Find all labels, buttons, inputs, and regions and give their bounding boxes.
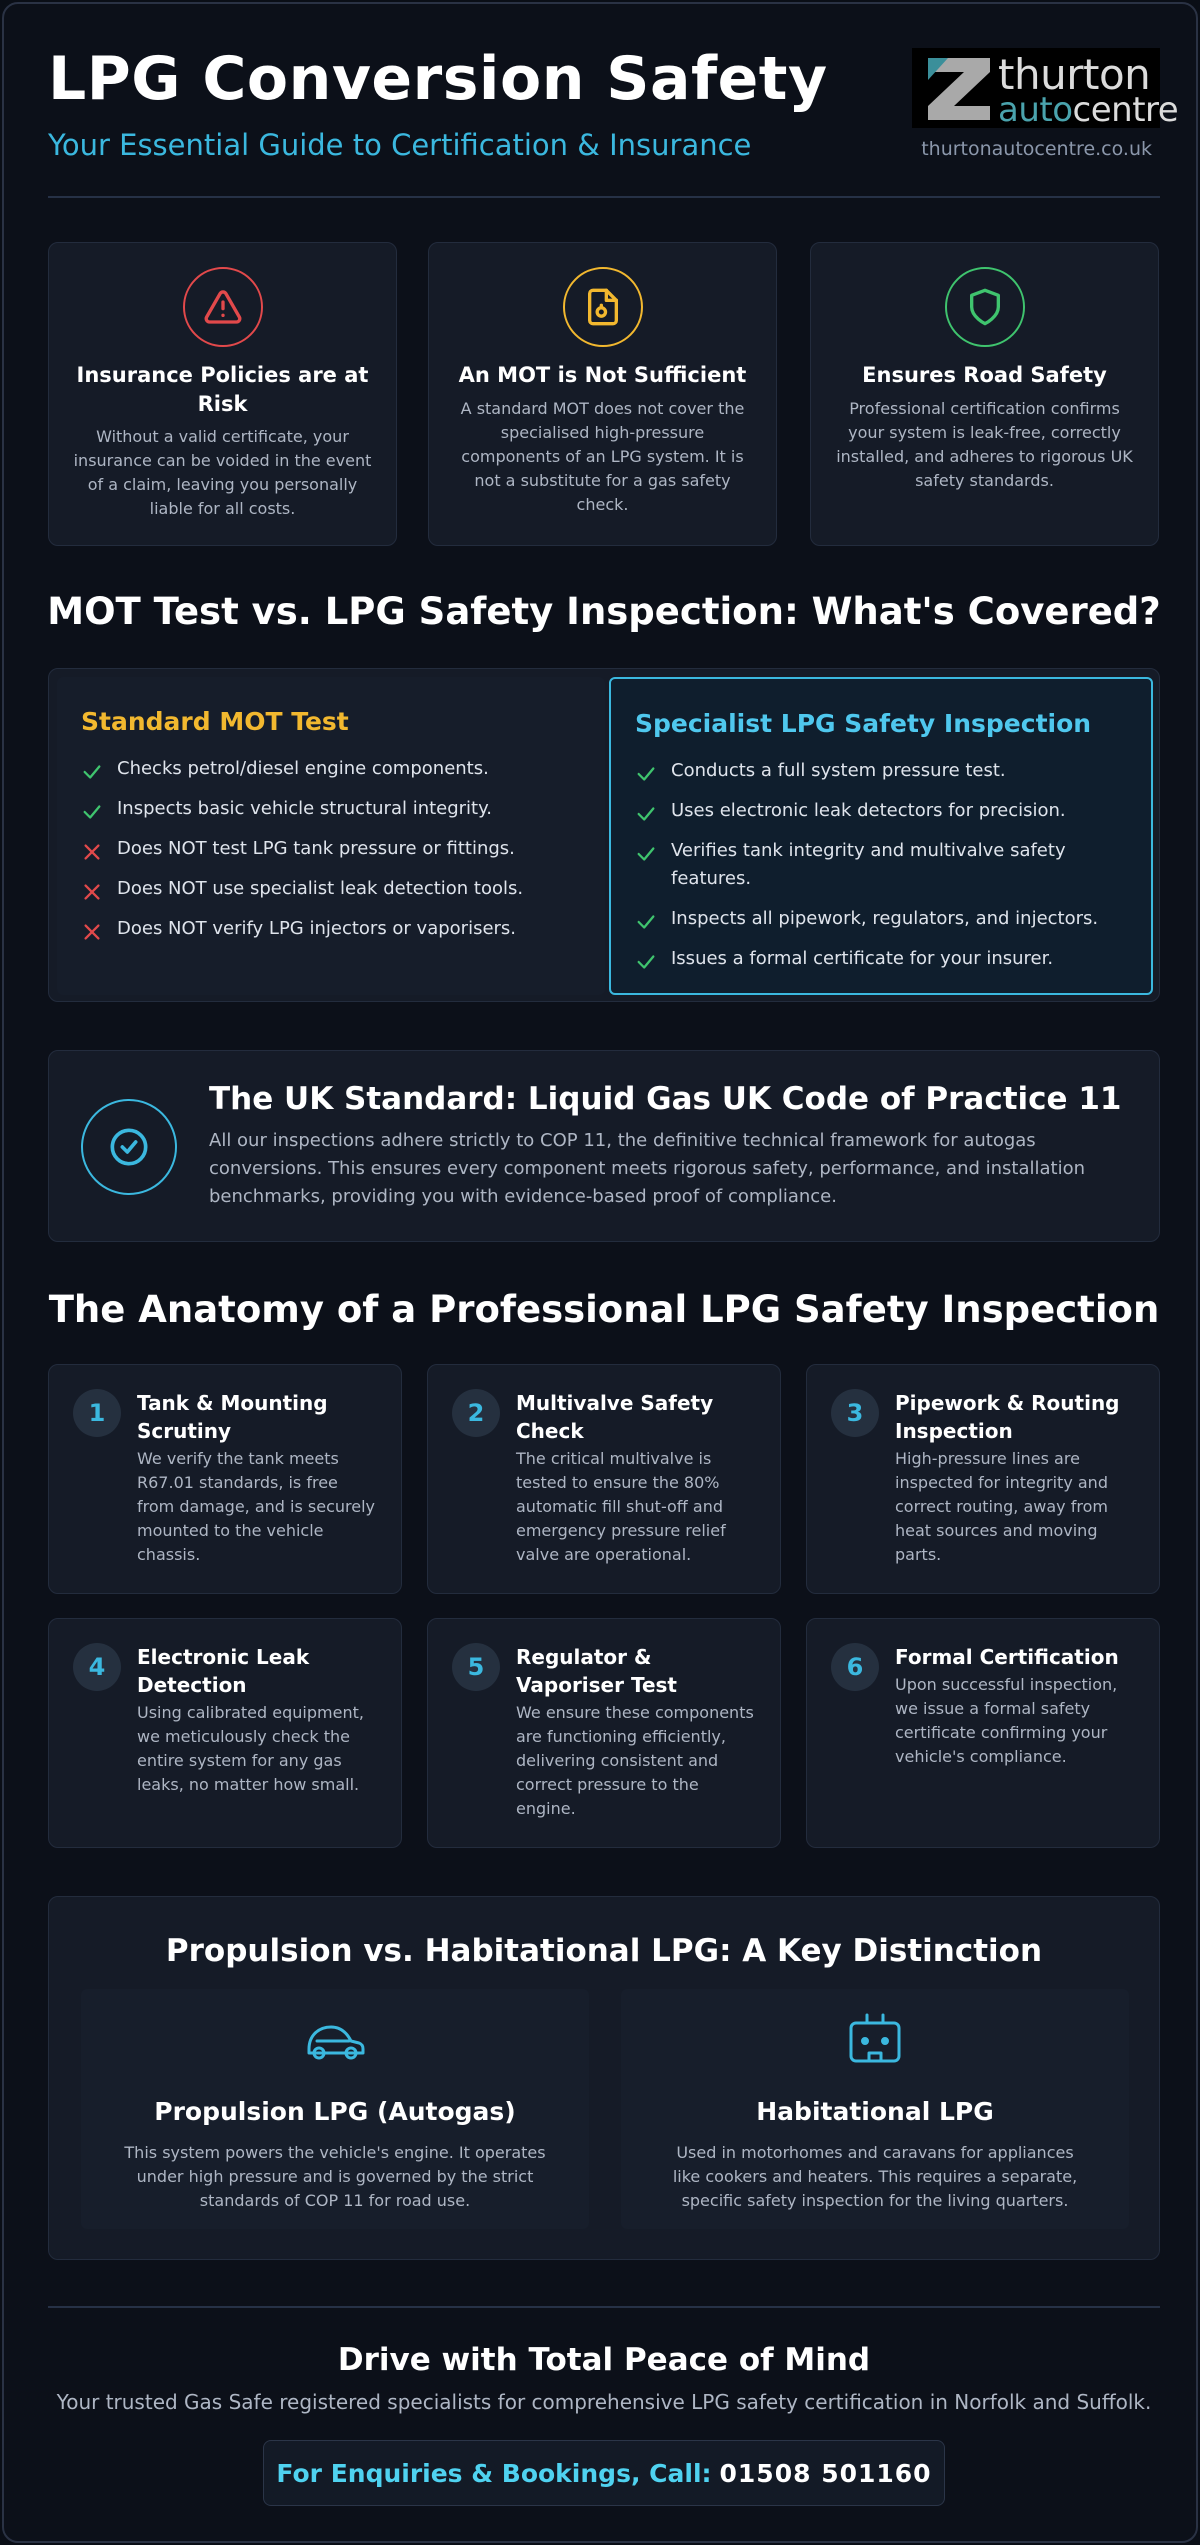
- checklist-item-text: Issues a formal certificate for your insurer.: [671, 948, 1054, 969]
- checkmark-icon: [81, 801, 103, 823]
- step-text: The critical multivalve is tested to ensure the 80% automatic fill shut-off and emergency pressure relief valve are operational.: [516, 1449, 726, 1564]
- checklist-item: [635, 757, 1127, 785]
- logo-text-autocentre: autocentre: [998, 90, 1179, 130]
- habitational-card: [621, 1989, 1129, 2229]
- check-circle-icon: [81, 1099, 177, 1195]
- step-card-4: [48, 1618, 402, 1848]
- anatomy-heading: The Anatomy of a Professional LPG Safety Inspection: [48, 1288, 1160, 1331]
- feature-card-road-safety: [810, 242, 1159, 546]
- checklist-item: [635, 797, 1127, 825]
- cop11-standard-box: [48, 1050, 1160, 1242]
- comparison-panel: [48, 668, 1160, 1002]
- footer-divider: [48, 2306, 1160, 2308]
- shield-icon: [945, 267, 1025, 347]
- standard-title: The UK Standard: Liquid Gas UK Code of Practice 11: [209, 1081, 1122, 1117]
- page-subtitle: Your Essential Guide to Certification & Insurance: [48, 128, 752, 162]
- logo-text-thurton: thurton: [998, 50, 1151, 99]
- step-number: 6: [831, 1643, 879, 1691]
- cross-icon: [81, 881, 103, 903]
- distinction-panel: [48, 1896, 1160, 2260]
- step-text: We ensure these components are functioning efficiently, delivering consistent and correct pressure to the engine.: [516, 1703, 754, 1818]
- feature-card-insurance: [48, 242, 397, 546]
- checkmark-icon: [635, 911, 657, 933]
- warning-triangle-icon: [183, 267, 263, 347]
- checklist-item-text: Checks petrol/diesel engine components.: [117, 758, 489, 779]
- step-card-3: [806, 1364, 1160, 1594]
- feature-title: Insurance Policies are at Risk: [76, 363, 369, 416]
- document-gear-icon: [563, 267, 643, 347]
- feature-title: An MOT is Not Sufficient: [458, 363, 747, 387]
- step-card-2: [427, 1364, 781, 1594]
- step-title: Regulator & Vaporiser Test: [516, 1645, 677, 1697]
- checkmark-icon: [81, 761, 103, 783]
- step-card-6: [806, 1618, 1160, 1848]
- step-title: Multivalve Safety Check: [516, 1391, 714, 1443]
- checklist-item-text: Inspects basic vehicle structural integrity.: [117, 798, 492, 819]
- header-divider: [48, 196, 1160, 198]
- website-link[interactable]: thurtonautocentre.co.uk: [921, 138, 1152, 160]
- step-title: Electronic Leak Detection: [137, 1645, 310, 1697]
- checklist-item: [81, 915, 581, 943]
- checklist-item: [81, 795, 581, 823]
- comparison-heading: MOT Test vs. LPG Safety Inspection: What's Covered?: [47, 590, 1161, 633]
- logo-z-mark-icon: [924, 58, 990, 120]
- cross-icon: [81, 841, 103, 863]
- feature-text: Without a valid certificate, your insurance can be voided in the event of a claim, leaving you personally liable for all costs.: [73, 427, 372, 518]
- company-logo[interactable]: [912, 48, 1179, 130]
- checklist-item: [635, 837, 1127, 893]
- feature-card-mot: [428, 242, 777, 546]
- distinction-heading: Propulsion vs. Habitational LPG: A Key Distinction: [165, 1933, 1043, 1969]
- car-icon: [305, 2011, 365, 2067]
- checklist-item-text: Inspects all pipework, regulators, and injectors.: [671, 908, 1099, 929]
- mot-checklist: [81, 755, 581, 955]
- page-frame: [2, 2, 1198, 2543]
- step-card-1: [48, 1364, 402, 1594]
- step-title: Formal Certification: [895, 1645, 1119, 1669]
- cta-label: For Enquiries & Bookings, Call:: [276, 2458, 712, 2488]
- checklist-item: [81, 835, 581, 863]
- step-number: 5: [452, 1643, 500, 1691]
- checklist-item: [81, 755, 581, 783]
- checkmark-icon: [635, 803, 657, 825]
- checklist-item-text: Conducts a full system pressure test.: [671, 760, 1006, 781]
- checkmark-icon: [635, 763, 657, 785]
- lpg-checklist: [635, 757, 1127, 985]
- habitational-text: Used in motorhomes and caravans for appliances like cookers and heaters. This requires a separate, specific safety inspection for the living quarters.: [672, 2143, 1078, 2210]
- feature-text: Professional certification confirms your system is leak-free, correctly installed, and adheres to rigorous UK safety standards.: [836, 399, 1133, 490]
- step-text: We verify the tank meets R67.01 standards, is free from damage, and is securely mounted to the vehicle chassis.: [137, 1449, 375, 1564]
- propulsion-title: Propulsion LPG (Autogas): [154, 2097, 516, 2126]
- propulsion-text: This system powers the vehicle's engine. It operates under high pressure and is governed by the strict standards of COP 11 for road use.: [124, 2143, 546, 2210]
- step-number: 1: [73, 1389, 121, 1437]
- lpg-column-title: Specialist LPG Safety Inspection: [635, 709, 1092, 738]
- checkmark-icon: [635, 951, 657, 973]
- checklist-item-text: Uses electronic leak detectors for precision.: [671, 800, 1066, 821]
- checklist-item-text: Does NOT test LPG tank pressure or fittings.: [117, 838, 515, 859]
- checklist-item: [81, 875, 581, 903]
- footer-text: Your trusted Gas Safe registered specialists for comprehensive LPG safety certification in Norfolk and Suffolk.: [56, 2390, 1152, 2414]
- checklist-item-text: Does NOT use specialist leak detection tools.: [117, 878, 524, 899]
- checklist-item-text: Does NOT verify LPG injectors or vaporisers.: [117, 918, 517, 939]
- phone-number[interactable]: 01508 501160: [719, 2458, 932, 2488]
- checklist-item: [635, 945, 1127, 973]
- mot-column: [57, 677, 605, 995]
- step-number: 2: [452, 1389, 500, 1437]
- step-text: High-pressure lines are inspected for integrity and correct routing, away from heat sources and moving parts.: [895, 1449, 1108, 1564]
- standard-text: All our inspections adhere strictly to COP 11, the definitive technical framework for autogas conversions. This ensures every component meets rigorous safety, performance, and installation benchmarks, providing you with evidence-based proof of compliance.: [209, 1130, 1086, 1207]
- step-title: Tank & Mounting Scrutiny: [137, 1391, 328, 1443]
- checklist-item: [635, 905, 1127, 933]
- propulsion-card: [81, 1989, 589, 2229]
- feature-text: A standard MOT does not cover the specialised high-pressure components of an LPG system. It is not a substitute for a gas safety check.: [460, 399, 745, 514]
- feature-title: Ensures Road Safety: [862, 363, 1107, 387]
- mot-column-title: Standard MOT Test: [81, 707, 349, 736]
- step-card-5: [427, 1618, 781, 1848]
- step-number: 4: [73, 1643, 121, 1691]
- step-text: Using calibrated equipment, we meticulously check the entire system for any gas leaks, no matter how small.: [137, 1703, 364, 1794]
- step-title: Pipework & Routing Inspection: [895, 1391, 1120, 1443]
- caravan-icon: [845, 2011, 905, 2067]
- checkmark-icon: [635, 843, 657, 865]
- step-text: Upon successful inspection, we issue a formal safety certificate confirming your vehicle's compliance.: [895, 1675, 1118, 1766]
- lpg-column: [609, 677, 1153, 995]
- checklist-item-text: Verifies tank integrity and multivalve safety features.: [671, 840, 1066, 889]
- call-to-action-button[interactable]: [263, 2440, 945, 2506]
- footer-heading: Drive with Total Peace of Mind: [337, 2342, 871, 2378]
- step-number: 3: [831, 1389, 879, 1437]
- cross-icon: [81, 921, 103, 943]
- habitational-title: Habitational LPG: [756, 2097, 994, 2126]
- page-title: LPG Conversion Safety: [48, 44, 828, 114]
